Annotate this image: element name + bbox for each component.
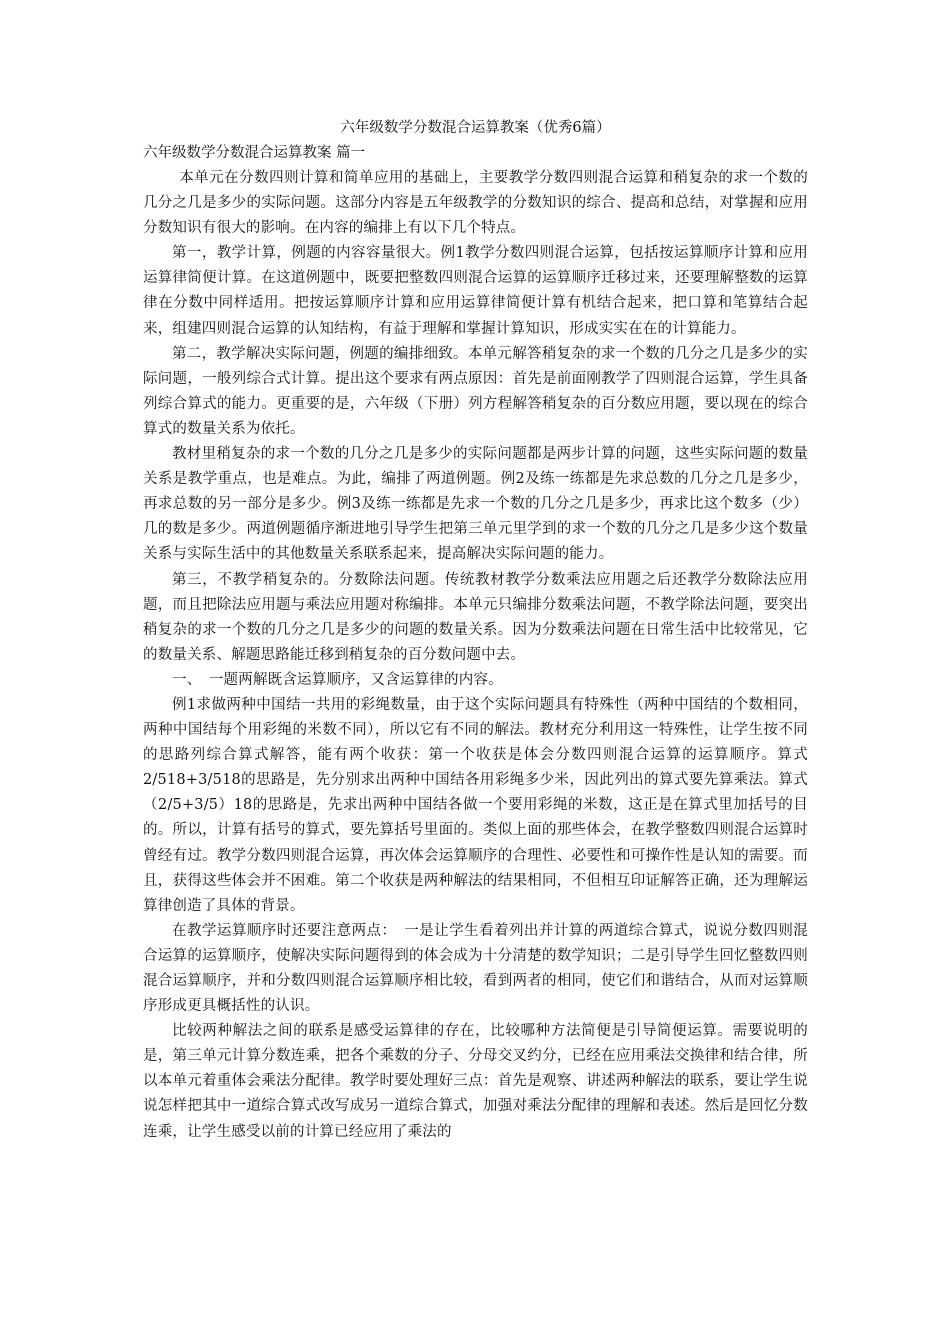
paragraph: 第一，教学计算，例题的内容容量很大。例1教学分数四则混合运算，包括按运算顺序计算和应用运算律简便计算。在这道例题中，既要把整数四则混合运算的运算顺序迁移过来，还要理解整数的运算律在分数中同样适用。把按运算顺序计算和应用运算律简便计算有机结合起来，把口算和笔算结合起来，组建四则混合运算的认知结构，有益于理解和掌握计算知识，形成实实在在的计算能力。	[143, 245, 808, 337]
document-title: 六年级数学分数混合运算教案（优秀6篇）	[340, 120, 611, 136]
section-heading: 六年级数学分数混合运算教案 篇一	[143, 145, 366, 161]
paragraph: 在教学运算顺序时还要注意两点： 一是让学生看着列出并计算的两道综合算式，说说分数四则混合运算的运算顺序，使解决实际问题得到的体会成为十分清楚的数学知识；二是引导学生回忆整数四则混合运算顺序，并和分数四则混合运算顺序相比较，看到两者的相同，使它们和谐结合，从而对运算顺序形成更具概括性的认识。	[143, 922, 808, 1015]
document-body	[143, 116, 808, 1145]
paragraph: 教材里稍复杂的求一个数的几分之几是多少的实际问题都是两步计算的问题，这些实际问题的数量关系是教学重点，也是难点。为此，编排了两道例题。例2及练一练都是先求总数的几分之几是多少，再求总数的另一部分是多少。例3及练一练都是先求一个数的几分之几是多少，再求比这个数多（少）几的数是多少。两道例题循序渐进地引导学生把第三单元里学到的求一个数的几分之几是多少这个数量关系与实际生活中的其他数量关系联系起来，提高解决实际问题的能力。	[143, 446, 808, 563]
paragraph: 一、 一题两解既含运算顺序，又含运算律的内容。	[172, 671, 503, 688]
paragraph: 第三，不教学稍复杂的。分数除法问题。传统教材教学分数乘法应用题之后还教学分数除法应用题，而且把除法应用题与乘法应用题对称编排。本单元只编排分数乘法问题，不教学除法问题，要突出稍复杂的求一个数的几分之几是多少的问题的数量关系。因为分数乘法问题在日常生活中比较常见，它的数量关系、解题思路能迁移到稍复杂的百分数问题中去。	[143, 571, 808, 663]
paragraph: 本单元在分数四则计算和简单应用的基础上，主要教学分数四则混合运算和稍复杂的求一个数的几分之几是多少的实际问题。这部分内容是五年级教学的分数知识的综合、提高和总结，对掌握和应用分数知识有很大的影响。在内容的编排上有以下几个特点。	[143, 170, 808, 237]
paragraph: 比较两种解法之间的联系是感受运算律的存在，比较哪种方法简便是引导简便运算。需要说明的是，第三单元计算分数连乘，把各个乘数的分子、分母交叉约分，已经在应用乘法交换律和结合律，所以本单元着重体会乘法分配律。教学时要处理好三点：首先是观察、讲述两种解法的联系，要让学生说说怎样把其中一道综合算式改写成另一道综合算式，加强对乘法分配律的理解和表述。然后是回忆分数连乘，让学生感受以前的计算已经应用了乘法的	[143, 1023, 808, 1140]
paragraph: 第二，教学解决实际问题，例题的编排细致。本单元解答稍复杂的求一个数的几分之几是多少的实际问题，一般列综合式计算。提出这个要求有两点原因：首先是前面刚教学了四则混合运算，学生具备列综合算式的能力。更重要的是，六年级（下册）列方程解答稍复杂的百分数应用题，要以现在的综合算式的数量关系为依托。	[143, 345, 808, 437]
paragraph: 例1求做两种中国结一共用的彩绳数量，由于这个实际问题具有特殊性（两种中国结的个数相同，两种中国结每个用彩绳的米数不同），所以它有不同的解法。教材充分利用这一特殊性，让学生按不同的思路列综合算式解答，能有两个收获：第一个收获是体会分数四则混合运算的运算顺序。算式2/518+3/518的思路是，先分别求出两种中国结各用彩绳多少米，因此列出的算式要先算乘法。算式（2/5+3/5）18的思路是，先求出两种中国结各做一个要用彩绳的米数，这正是在算式里加括号的目的。所以，计算有括号的算式，要先算括号里面的。类似上面的那些体会，在教学整数四则混合运算时曾经有过。教学分数四则混合运算，再次体会运算顺序的合理性、必要性和可操作性是认知的需要。而且，获得这些体会并不困难。第二个收获是两种解法的结果相同，不但相互印证解答正确，还为理解运算律创造了具体的背景。	[143, 696, 808, 914]
